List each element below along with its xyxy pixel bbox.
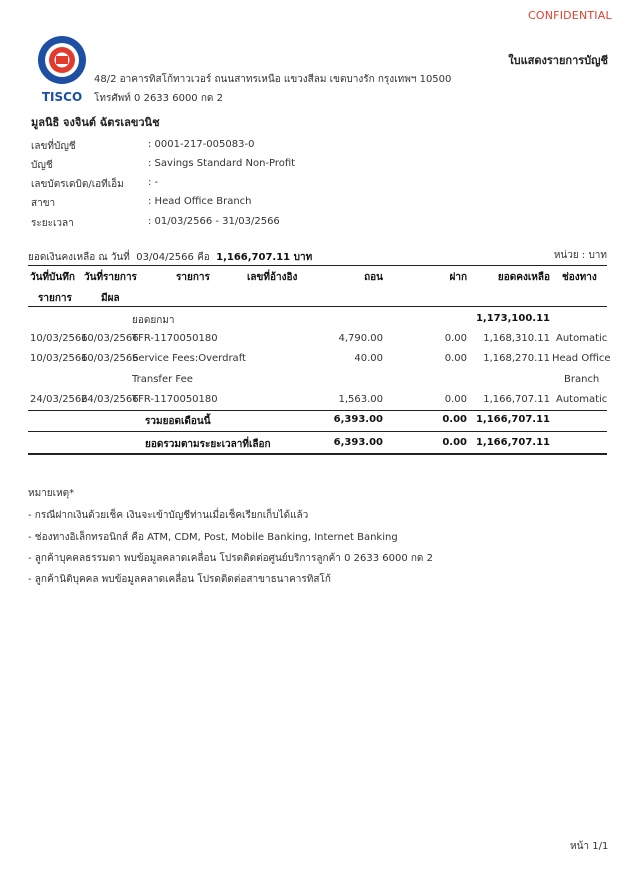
note-2: - ช่องทางอิเล็กทรอนิกส์ คือ ATM, CDM, Post, Mobile Banking, Internet Banking [28,532,398,543]
row2-channel-line2: Branch [564,374,600,385]
document-title: ใบแสดงรายการบัญชี [508,54,608,67]
header-withdraw: ถอน [364,272,383,283]
header-txn-item: รายการ [38,293,72,304]
header-item: รายการ [176,272,210,283]
account-number-value: : 0001-217-005083-0 [148,139,255,150]
balance-summary [28,250,312,265]
row2-txn-date: 10/03/2566 [81,353,139,364]
row1-balance: 1,168,310.11 [483,333,550,344]
row2-channel: Head Office [552,353,611,364]
header-record-date: วันที่บันทึก [30,272,75,283]
row3-txn-date: 24/03/2566 [81,394,139,405]
header-txn-date: วันที่รายการ [84,272,137,283]
row1-txn-date: 10/03/2566 [81,333,139,344]
confidential-label: CONFIDENTIAL [528,9,612,22]
header-balance: ยอดคงเหลือ [497,272,550,283]
row1-channel: Automatic [556,333,608,344]
row2-record-date: 10/03/2566 [30,353,88,364]
balance-amount: 1,166,707.11 บาท [216,252,313,263]
table-bottom-rule [28,453,607,455]
period-label: ระยะเวลา [31,218,74,229]
row1-deposit: 0.00 [444,333,467,344]
opening-label: ยอดยกมา [132,315,175,326]
row3-deposit: 0.00 [444,394,467,405]
branch-label: สาขา [31,198,56,209]
month-total-balance: 1,166,707.11 [475,414,550,425]
header-deposit: ฝาก [449,272,467,283]
balance-prefix: ยอดเงินคงเหลือ ณ วันที่ [28,252,130,263]
month-total-bottom-rule [28,431,607,432]
row2-balance: 1,168,270.11 [483,353,550,364]
debit-card-label: เลขบัตรเดบิต/เอทีเอ็ม [31,179,124,190]
period-total-label: ยอดรวมตามระยะเวลาที่เลือก [145,439,271,450]
opening-balance: 1,173,100.11 [475,313,550,324]
period-total-withdraw: 6,393.00 [333,437,383,448]
account-number-label: เลขที่บัญชี [31,141,76,152]
month-total-deposit: 0.00 [442,414,467,425]
row3-item: TFR-1170050180 [132,394,218,405]
header-channel: ช่องทาง [562,272,597,283]
row1-item: TFR-1170050180 [132,333,218,344]
debit-card-value: : - [148,177,159,188]
balance-date: 03/04/2566 คือ [136,252,210,263]
row3-channel: Automatic [556,394,608,405]
tisco-logo [36,35,88,105]
header-ref: เลขที่อ้างอิง [247,272,298,283]
row3-balance: 1,166,707.11 [483,394,550,405]
account-holder-name: มูลนิธิ จงจินต์ ฉัตรเลขวนิช [31,116,160,129]
row2-withdraw: 40.00 [354,353,383,364]
row2-item: Service Fees:Overdraft [132,353,246,364]
period-total-deposit: 0.00 [442,437,467,448]
month-total-withdraw: 6,393.00 [333,414,383,425]
logo-wordmark: TISCO [41,90,83,104]
table-top-rule [28,265,607,266]
bank-phone: โทรศัพท์ 0 2633 6000 กด 2 [94,93,223,104]
account-type-label: บัญชี [31,160,53,171]
note-1: - กรณีฝากเงินด้วยเช็ค เงินจะเข้าบัญชีท่านเมื่อเช็คเรียกเก็บได้แล้ว [28,510,309,521]
period-value: : 01/03/2566 - 31/03/2566 [148,216,280,227]
period-total-balance: 1,166,707.11 [475,437,550,448]
note-4: - ลูกค้านิติบุคคล พบข้อมูลคลาดเคลื่อน โปรดติดต่อสาขาธนาคารทิสโก้ [28,574,331,585]
month-total-label: รวมยอดเดือนนี้ [145,416,211,427]
bank-address: 48/2 อาคารทิสโก้ทาวเวอร์ ถนนสาทรเหนือ แขวงสีลม เขตบางรัก กรุงเทพฯ 10500 [94,74,452,85]
row1-record-date: 10/03/2566 [30,333,88,344]
account-type-value: : Savings Standard Non-Profit [148,158,296,169]
row3-record-date: 24/03/2566 [30,394,88,405]
note-3: - ลูกค้าบุคคลธรรมดา พบข้อมูลคลาดเคลื่อน โปรดติดต่อศูนย์บริการลูกค้า 0 2633 6000 กด 2 [28,553,433,564]
page-number: หน้า 1/1 [570,841,609,852]
row3-withdraw: 1,563.00 [338,394,383,405]
month-total-rule [28,410,607,411]
unit-label: หน่วย : บาท [553,250,607,261]
header-bottom-rule [28,306,607,307]
row1-withdraw: 4,790.00 [338,333,383,344]
header-effective: มีผล [101,293,120,304]
row2-item-line2: Transfer Fee [132,374,193,385]
branch-value: : Head Office Branch [148,196,252,207]
row2-deposit: 0.00 [444,353,467,364]
notes-title: หมายเหตุ* [28,488,75,499]
